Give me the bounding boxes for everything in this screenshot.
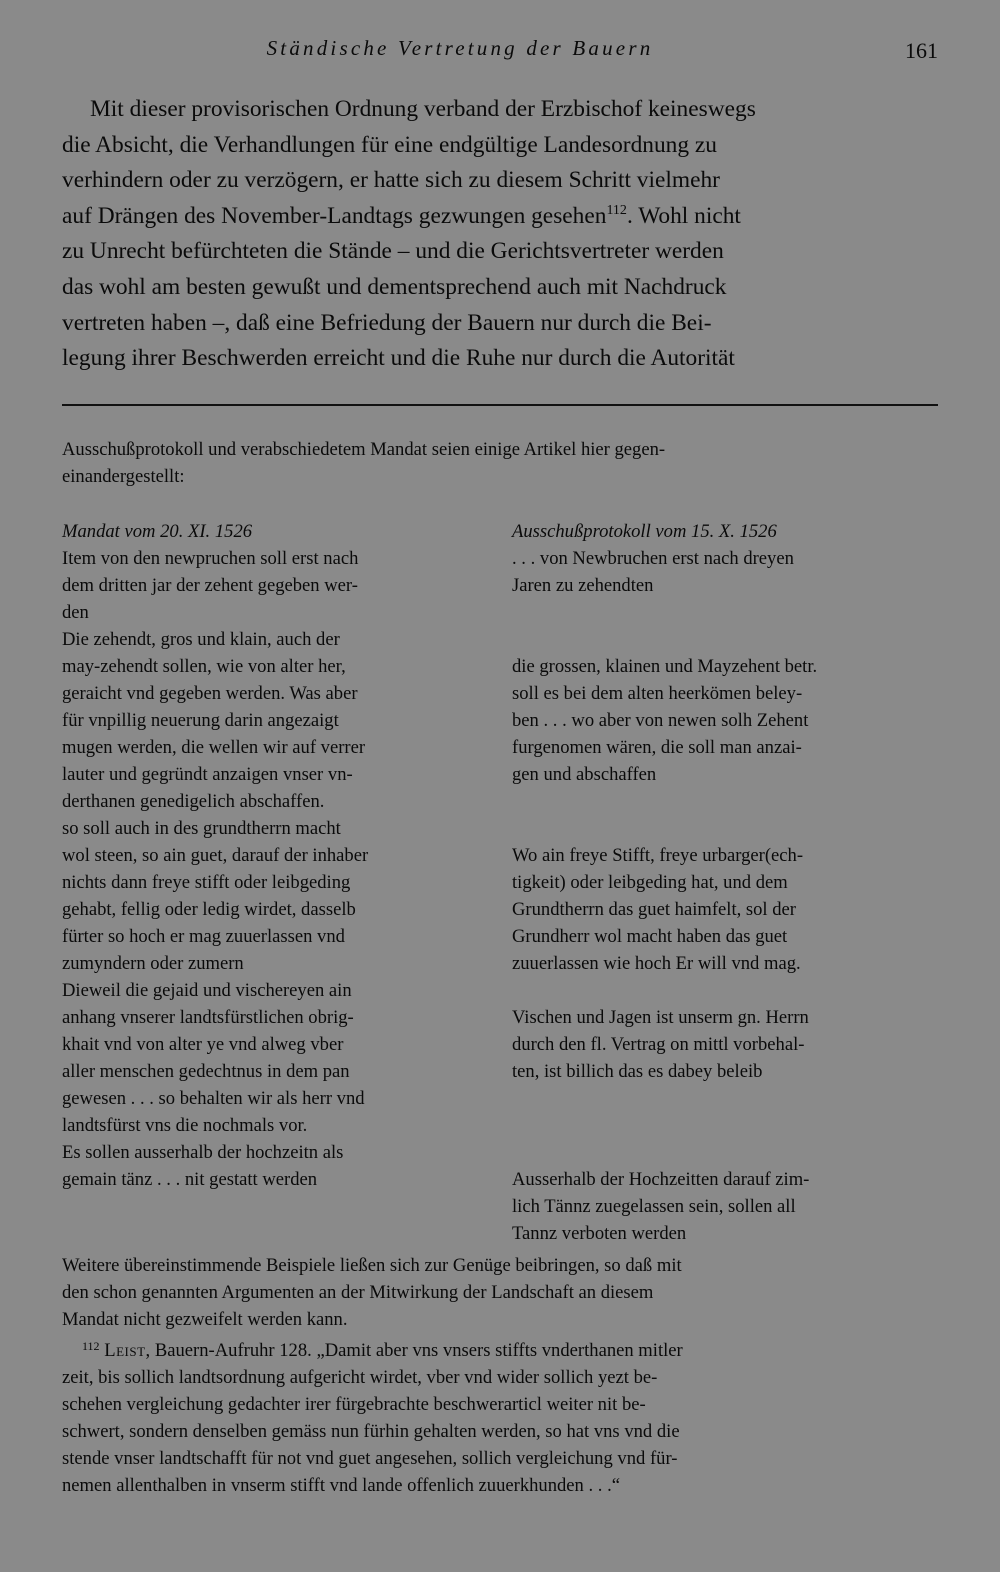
text-line: gewesen . . . so behalten wir als herr vnd <box>62 1088 365 1109</box>
text-line: khait vnd von alter ye vnd alweg vber <box>62 1034 344 1055</box>
text-line: zuuerlassen wie hoch Er will vnd mag. <box>512 953 801 974</box>
text-line: tigkeit) oder leibgeding hat, und dem <box>512 872 788 893</box>
text-line: so soll auch in des grundtherrn macht <box>62 818 341 839</box>
text-line: zeit, bis sollich landtsordnung aufgericht wirdet, vber vnd wider sollich yezt be- <box>62 1367 658 1388</box>
footnote-112 <box>62 1337 938 1499</box>
page-header <box>62 36 938 70</box>
text-line: anhang vnserer landtsfürstlichen obrig- <box>62 1007 354 1028</box>
text-line: geraicht vnd gegeben werden. Was aber <box>62 683 358 704</box>
footnote-reference: 112 <box>606 202 627 218</box>
text-line: das wohl am besten gewußt und dementsprechend auch mit Nachdruck <box>62 273 727 300</box>
text-line: ben . . . wo aber von newen solh Zehent <box>512 710 809 731</box>
text-line: soll es bei dem alten heerkömen beley- <box>512 683 803 704</box>
text-line: die Absicht, die Verhandlungen für eine endgültige Landesordnung zu <box>62 131 717 158</box>
text-line: Ausserhalb der Hochzeitten darauf zim- <box>512 1169 810 1190</box>
text-line: Dieweil die gejaid und vischereyen ain <box>62 980 352 1001</box>
running-head: Ständische Vertretung der Bauern <box>266 36 654 60</box>
text-line: mugen werden, die wellen wir auf verrer <box>62 737 366 758</box>
article-entry <box>512 1166 932 1247</box>
article-entry <box>512 653 932 842</box>
article-entry <box>512 545 932 653</box>
text-line: landtsfürst vns die nochmals vor. <box>62 1115 308 1136</box>
text-line: Grundherr wol macht haben das guet <box>512 926 788 947</box>
article-entry <box>62 977 482 1139</box>
text-line: lauter und gegründt anzaigen vnser vn- <box>62 764 353 785</box>
article-entry <box>62 1139 482 1193</box>
text-line: Tannz verboten werden <box>512 1223 687 1244</box>
text-line: Weitere übereinstimmende Beispiele ließen sich zur Genüge beibringen, so daß mit <box>62 1255 682 1276</box>
text-line: Mit dieser provisorischen Ordnung verband der Erzbischof keineswegs <box>90 96 756 122</box>
text-line: den schon genannten Argumenten an der Mitwirkung der Landschaft an diesem <box>62 1282 654 1303</box>
text-line: die grossen, klainen und Mayzehent betr. <box>512 656 818 677</box>
text-line: Mandat nicht gezweifelt werden kann. <box>62 1309 348 1330</box>
page-number: 161 <box>905 38 938 63</box>
text-line: Es sollen ausserhalb der hochzeitn als <box>62 1142 344 1163</box>
text-line: Die zehendt, gros und klain, auch der <box>62 629 340 650</box>
text-line: fürter so hoch er mag zuuerlassen vnd <box>62 926 345 947</box>
ausschussprotokoll-column <box>512 518 932 1247</box>
text-line: für vnpillig neuerung darin angezaigt <box>62 710 339 731</box>
text-line: ten, ist billich das es dabey beleib <box>512 1061 763 1082</box>
column-heading: Mandat vom 20. XI. 1526 <box>62 521 253 542</box>
text-line: nemen allenthalben in vnserm stifft vnd lande offenlich zuuerkhunden . . .“ <box>62 1475 620 1496</box>
mandat-column <box>62 518 482 1193</box>
footnote-separator <box>62 404 938 406</box>
text-line <box>62 199 938 235</box>
main-paragraph <box>62 92 938 377</box>
text-line: Wo ain freye Stifft, freye urbarger(ech- <box>512 845 804 866</box>
text-segment: , Bauern-Aufruhr 128. „Damit aber vns vnsers stiffts vnderthanen mitler <box>145 1340 683 1361</box>
text-line: dem dritten jar der zehent gegeben wer- <box>62 575 358 596</box>
text-line: Jaren zu zehendten <box>512 575 654 596</box>
text-line: den <box>62 602 89 623</box>
text-line: einandergestellt: <box>62 466 185 487</box>
footnote-author: Leist <box>104 1340 146 1361</box>
text-line: furgenomen wären, die soll man anzai- <box>512 737 802 758</box>
text-line: gen und abschaffen <box>512 764 657 785</box>
text-line: Vischen und Jagen ist unserm gn. Herrn <box>512 1007 809 1028</box>
text-line: derthanen genedigelich abschaffen. <box>62 791 325 812</box>
text-line: zumyndern oder zumern <box>62 953 244 974</box>
text-line: may-zehendt sollen, wie von alter her, <box>62 656 346 677</box>
text-line: gemain tänz . . . nit gestatt werden <box>62 1169 318 1190</box>
text-line: verhindern oder zu verzögern, er hatte sich zu diesem Schritt vielmehr <box>62 167 720 194</box>
text-line: Grundtherrn das guet haimfelt, sol der <box>512 899 796 920</box>
text-line: lich Tännz zuegelassen sein, sollen all <box>512 1196 796 1217</box>
article-entry <box>512 842 932 1004</box>
text-line: vertreten haben –, daß eine Befriedung der Bauern nur durch die Bei- <box>62 309 712 336</box>
article-entry <box>62 545 482 626</box>
article-entry <box>512 1004 932 1166</box>
text-line <box>62 1337 938 1364</box>
footnote-intro <box>62 436 938 490</box>
text-line: zu Unrecht befürchteten die Stände – und die Gerichtsvertreter werden <box>62 238 724 265</box>
article-entry <box>62 626 482 815</box>
text-line: Ausschußprotokoll und verabschiedetem Mandat seien einige Artikel hier gegen- <box>62 439 666 460</box>
text-line: wol steen, so ain guet, darauf der inhaber <box>62 845 369 866</box>
text-line: schwert, sondern denselben gemäss nun fürhin gehalten werden, so hat vns vnd die <box>62 1421 680 1442</box>
text-line: schehen vergleichung gedachter irer fürgebrachte beschwerarticl weiter nit be- <box>62 1394 646 1415</box>
concluding-paragraph <box>62 1252 938 1333</box>
text-line: durch den fl. Vertrag on mittl vorbehal- <box>512 1034 805 1055</box>
text-line: nichts dann freye stifft oder leibgeding <box>62 872 351 893</box>
text-line: stende vnser landtschafft für not vnd guet angesehen, sollich vergleichung vnd für- <box>62 1448 678 1469</box>
footnote-number: 112 <box>82 1339 100 1353</box>
text-line: gehabt, fellig oder ledig wirdet, dasselb <box>62 899 356 920</box>
text-line: aller menschen gedechtnus in dem pan <box>62 1061 350 1082</box>
text-line: legung ihrer Beschwerden erreicht und die Ruhe nur durch die Autorität <box>62 345 735 372</box>
article-entry <box>62 815 482 977</box>
column-heading: Ausschußprotokoll vom 15. X. 1526 <box>512 521 777 542</box>
text-line: Item von den newpruchen soll erst nach <box>62 548 359 569</box>
text-segment: auf Drängen des November-Landtags gezwungen gesehen <box>62 202 607 229</box>
text-line: . . . von Newbruchen erst nach dreyen <box>512 548 794 569</box>
text-segment: . Wohl nicht <box>626 202 741 229</box>
